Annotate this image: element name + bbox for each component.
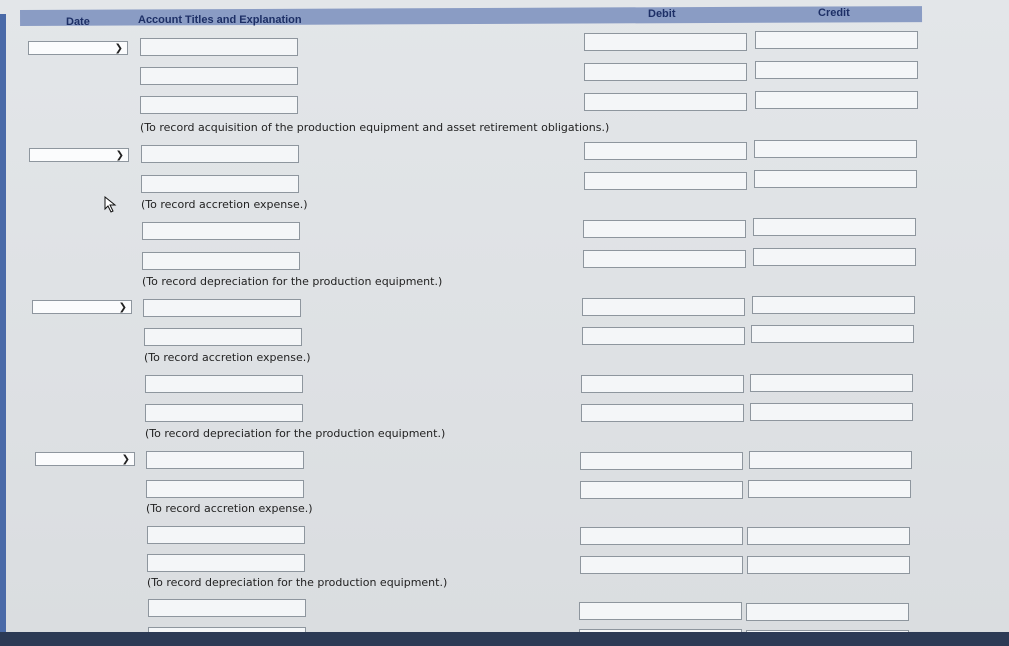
date-select[interactable] <box>29 148 129 162</box>
credit-input[interactable] <box>753 248 916 266</box>
taskbar <box>0 632 1009 646</box>
credit-input[interactable] <box>755 91 918 109</box>
debit-input[interactable] <box>580 556 743 574</box>
memo-depreciation: (To record depreciation for the production equipment.) <box>145 427 446 440</box>
debit-input[interactable] <box>584 142 747 160</box>
credit-input[interactable] <box>755 61 918 79</box>
account-input[interactable] <box>144 328 302 346</box>
credit-input[interactable] <box>754 170 917 188</box>
debit-input[interactable] <box>582 327 745 345</box>
memo-depreciation: (To record depreciation for the production equipment.) <box>147 576 448 589</box>
account-input[interactable] <box>148 599 306 617</box>
credit-input[interactable] <box>748 480 911 498</box>
memo-depreciation: (To record depreciation for the production equipment.) <box>142 275 443 288</box>
chevron-down-icon: ❯ <box>115 150 124 161</box>
debit-input[interactable] <box>580 527 743 545</box>
chevron-down-icon: ❯ <box>121 454 130 465</box>
header-credit: Credit <box>818 7 850 19</box>
memo-accretion: (To record accretion expense.) <box>141 198 308 211</box>
credit-input[interactable] <box>746 603 909 621</box>
account-input[interactable] <box>146 451 304 469</box>
debit-input[interactable] <box>583 250 746 268</box>
credit-input[interactable] <box>752 296 915 314</box>
account-input[interactable] <box>142 222 300 240</box>
account-input[interactable] <box>145 375 303 393</box>
memo-accretion: (To record accretion expense.) <box>146 502 313 515</box>
chevron-down-icon: ❯ <box>118 302 127 313</box>
credit-input[interactable] <box>751 325 914 343</box>
debit-input[interactable] <box>580 452 743 470</box>
memo-acquisition: (To record acquisition of the production equipment and asset retirement obligations.) <box>140 121 610 134</box>
debit-input[interactable] <box>584 63 747 81</box>
debit-input[interactable] <box>581 404 744 422</box>
credit-input[interactable] <box>750 403 913 421</box>
debit-input[interactable] <box>580 481 743 499</box>
mouse-pointer-icon <box>104 196 118 214</box>
debit-input[interactable] <box>583 220 746 238</box>
account-input[interactable] <box>140 38 298 56</box>
date-select[interactable] <box>32 300 132 314</box>
credit-input[interactable] <box>754 140 917 158</box>
header-date: Date <box>66 16 90 28</box>
account-input[interactable] <box>145 404 303 422</box>
credit-input[interactable] <box>753 218 916 236</box>
account-input[interactable] <box>141 145 299 163</box>
debit-input[interactable] <box>584 33 747 51</box>
debit-input[interactable] <box>584 93 747 111</box>
left-rule <box>0 14 6 632</box>
memo-accretion: (To record accretion expense.) <box>144 351 311 364</box>
credit-input[interactable] <box>747 527 910 545</box>
account-input[interactable] <box>147 526 305 544</box>
debit-input[interactable] <box>581 375 744 393</box>
debit-input[interactable] <box>582 298 745 316</box>
debit-input[interactable] <box>584 172 747 190</box>
debit-input[interactable] <box>579 602 742 620</box>
credit-input[interactable] <box>755 31 918 49</box>
account-input[interactable] <box>146 480 304 498</box>
account-input[interactable] <box>140 67 298 85</box>
account-input[interactable] <box>141 175 299 193</box>
account-input[interactable] <box>143 299 301 317</box>
credit-input[interactable] <box>750 374 913 392</box>
date-select[interactable] <box>35 452 135 466</box>
credit-input[interactable] <box>749 451 912 469</box>
account-input[interactable] <box>147 554 305 572</box>
account-input[interactable] <box>140 96 298 114</box>
chevron-down-icon: ❯ <box>114 43 123 54</box>
header-debit: Debit <box>648 8 676 20</box>
date-select[interactable] <box>28 41 128 55</box>
credit-input[interactable] <box>747 556 910 574</box>
account-input[interactable] <box>142 252 300 270</box>
header-account: Account Titles and Explanation <box>138 14 302 26</box>
